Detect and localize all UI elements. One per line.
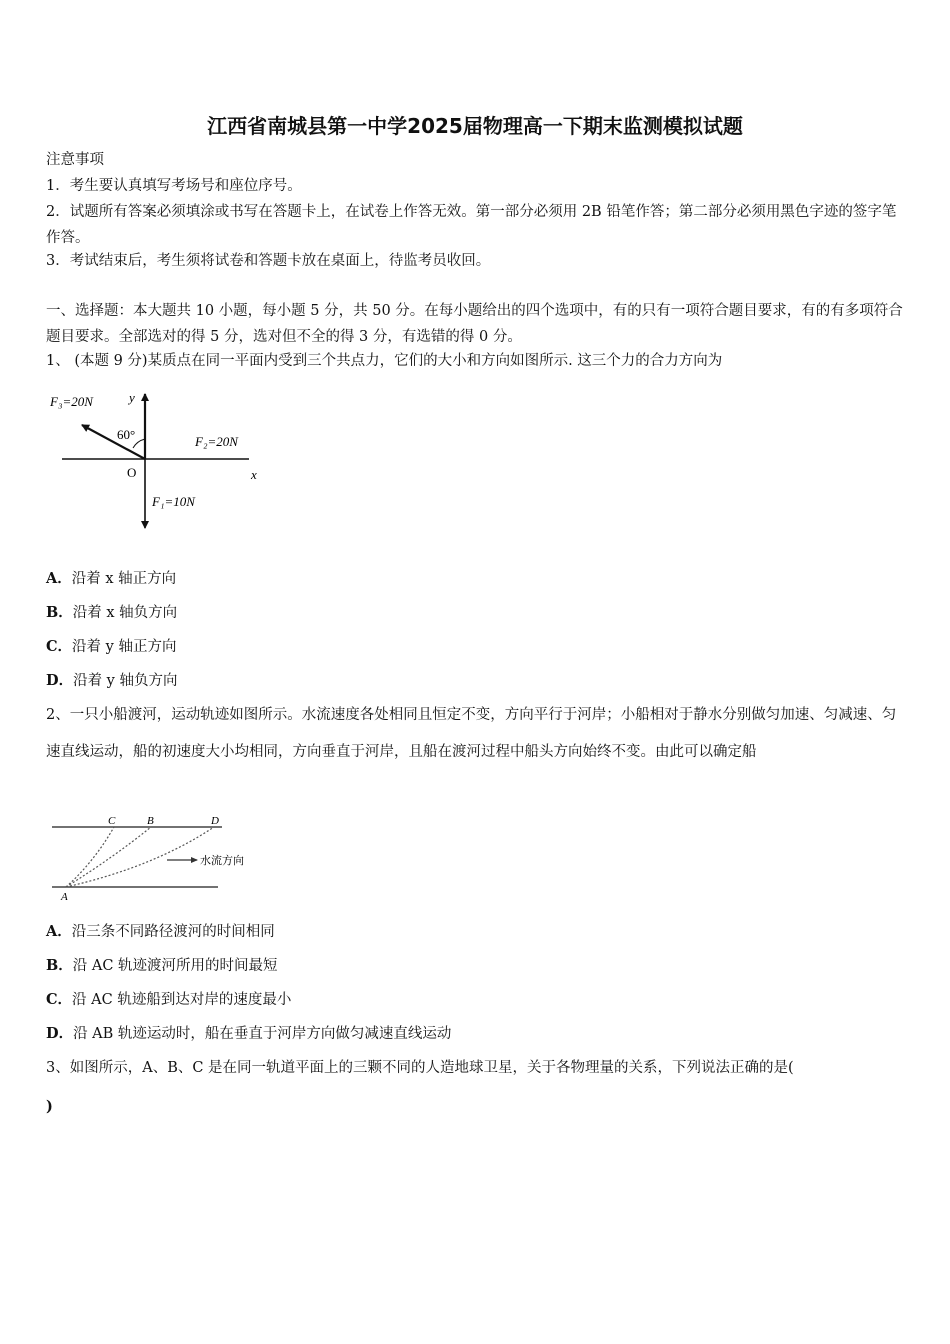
notice-heading: 注意事项 [46,152,104,168]
q1-force-diagram [44,384,274,534]
option-text: 沿着 x 轴正方向 [71,571,177,587]
q1-option-d[interactable] [46,671,178,691]
q2-stem: 2、一只小船渡河，运动轨迹如图所示。水流速度各处相同且恒定不变，方向平行于河岸；小船相对于静水分别做匀加速、匀减速、匀速直线运动，船的初速度大小均相同，方向垂直于河岸，且船在渡河过程中船头方向始终不变。由此可以确定船 [46,707,897,760]
q3-stem: 3、如图所示，A、B、C 是在同一轨道平面上的三颗不同的人造地球卫星，关于各物理量的关系，下列说法正确的是( [46,1060,794,1076]
option-text: 沿 AC 轨迹船到达对岸的速度最小 [72,992,292,1008]
option-label: B． [46,957,73,974]
label-y-axis: y [129,390,135,405]
label-f3: F₃=20N [50,394,93,409]
option-label: B． [46,604,73,621]
option-text: 沿 AC 轨迹渡河所用的时间最短 [72,958,278,974]
option-label: A． [46,923,72,940]
label-b: B [147,815,154,827]
q3-stem-end: ) [46,1098,53,1115]
section-heading: 一、选择题：本大题共 10 小题，每小题 5 分，共 50 分。在每小题给出的四个选项中，有的只有一项符合题目要求，有的有多项符合题目要求。全部选对的得 5 分，选对但不全的得 3 分，有选错的得 0 分。 [46,303,903,345]
q2-option-d[interactable] [46,1024,451,1044]
label-d: D [211,815,219,827]
q2-option-a[interactable] [46,922,275,942]
label-flow: 水流方向 [200,855,244,867]
q1-stem: 1、 (本题 9 分)某质点在同一平面内受到三个共点力，它们的大小和方向如图所示. 这三个力的合力方向为 [46,353,723,369]
q2-option-c[interactable] [46,990,291,1010]
option-label: C． [46,638,73,655]
label-c: C [108,815,116,827]
label-x-axis: x [251,467,257,482]
notice-item-2: 2．试题所有答案必须填涂或书写在答题卡上，在试卷上作答无效。第一部分必须用 2B 铅笔作答；第二部分必须用黑色字迹的签字笔作答。 [46,204,897,246]
option-text: 沿着 y 轴正方向 [72,639,177,655]
q2-option-b[interactable] [46,956,278,976]
option-text: 沿着 x 轴负方向 [72,605,178,621]
force-f3-arrow [82,425,145,459]
q1-option-a[interactable] [46,569,176,589]
notice-item-3: 3．考试结束后，考生须将试卷和答题卡放在桌面上，待监考员收回。 [46,253,491,269]
label-f1: F₁=10N [152,494,195,509]
label-angle: 60° [117,427,136,442]
q1-option-c[interactable] [46,637,176,657]
path-ac [66,827,114,887]
page-title: 江西省南城县第一中学2025届物理高一下期末监测模拟试题 [207,114,743,138]
option-text: 沿三条不同路径渡河的时间相同 [71,924,275,940]
option-text: 沿着 y 轴负方向 [73,673,178,689]
option-label: D． [46,1025,74,1042]
label-a: A [61,891,68,903]
option-text: 沿 AB 轨迹运动时，船在垂直于河岸方向做匀减速直线运动 [73,1026,452,1042]
option-label: D． [46,672,74,689]
q1-option-b[interactable] [46,603,177,623]
q2-river-diagram [44,812,264,904]
option-label: A． [46,570,72,587]
label-f2: F₂=20N [195,434,238,449]
notice-item-1: 1．考生要认真填写考场号和座位序号。 [46,178,302,194]
path-ab [66,827,151,887]
option-label: C． [46,991,73,1008]
label-origin: O [127,465,137,480]
